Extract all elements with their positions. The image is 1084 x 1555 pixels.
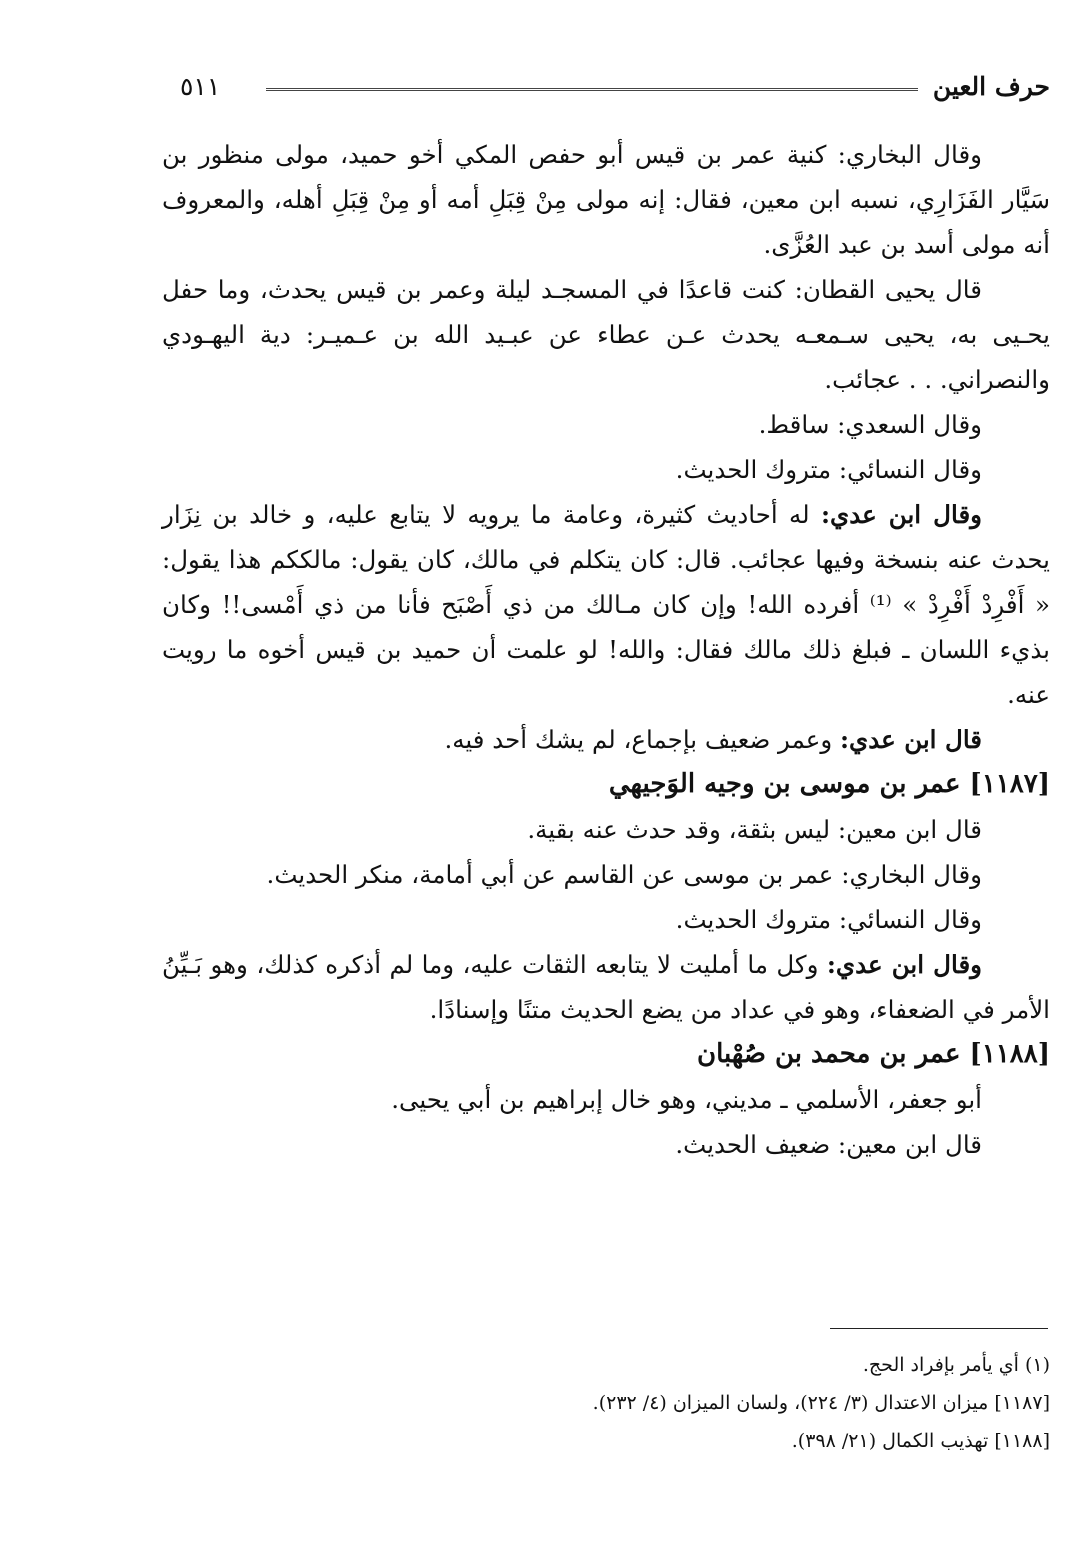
speaker-label: وقال ابن عدي: — [826, 950, 982, 979]
paragraph-ibn-main-1188: قال ابن معين: ضعيف الحديث. — [675, 1130, 982, 1159]
paragraph-nasai-1: وقال النسائي: متروك الحديث. — [675, 455, 982, 484]
paragraph-text: له أحاديث كثيرة، وعامة ما يرويه لا يتابع عليه، و خالد بن نِزَار يحدث عنه بنسخة وفيها عجائب. قال: كان يتكلم في مالك، كان يقول: مالككم هذا يقول: « أَفْرِدْ أَفْرِدْ » ⁽¹⁾ أفرده الله! وإن كان مـالك من ذي أَصْبَح فأنا من ذي أَمْسى!! وكان بذيء اللسان ـ فبلغ ذلك مالك فقال: والله! لو علمت أن حميد بن قيس أخوه ما رويت عنه. — [162, 500, 1050, 709]
paragraph-saadi: وقال السعدي: ساقط. — [758, 410, 982, 439]
footnote-1188-sources: [١١٨٨] تهذيب الكمال (٢١/ ٣٩٨). — [791, 1430, 1050, 1452]
entry-heading-1188: [١١٨٨] عمر بن محمد بن صُهْبان — [697, 1039, 1050, 1069]
paragraph-ibn-adi-2 — [162, 717, 1050, 762]
paragraph-nasai-1187: وقال النسائي: متروك الحديث. — [675, 905, 982, 934]
paragraph-ibn-adi-1187 — [162, 942, 1050, 1032]
paragraph-bukhari-kunya: وقال البخاري: كنية عمر بن قيس أبو حفص المكي أخو حميد، مولى منظور بن سَيَّار الفَزَارِي، نسبه ابن معين، فقال: إنه مولى مِنْ قِبَلِ أمه أو مِنْ قِبَلِ أهله، والمعروف أنه مولى أسد بن عبد العُزَّى. — [162, 140, 1050, 259]
paragraph-ibn-adi-1 — [162, 492, 1050, 717]
footnotes — [162, 1346, 1050, 1460]
entry-heading-1187: [١١٨٧] عمر بن موسى بن وجيه الوَجيهي — [608, 769, 1050, 799]
page-header — [180, 72, 1050, 112]
paragraph-abu-jafar-1188: أبو جعفر، الأسلمي ـ مديني، وهو خال إبراهيم بن أبي يحيى. — [391, 1085, 982, 1114]
paragraph-text: وكل ما أمليت لا يتابعه الثقات عليه، وما لم أذكره كذلك، وهو بَـيِّنُ الأمر في الضعفاء، وهو في عداد من يضع الحديث متنًا وإسنادًا. — [162, 950, 1050, 1024]
main-text — [162, 132, 1050, 1167]
header-rule — [266, 88, 918, 91]
speaker-label: قال ابن عدي: — [839, 725, 982, 754]
paragraph-bukhari-1187: وقال البخاري: عمر بن موسى عن القاسم عن أبي أمامة، منكر الحديث. — [266, 860, 982, 889]
paragraph-ibn-main-1187: قال ابن معين: ليس بثقة، وقد حدث عنه بقية. — [527, 815, 982, 844]
paragraph-text: وعمر ضعيف بإجماع، لم يشك أحد فيه. — [444, 725, 840, 754]
footnote-1: (١) أي يأمر بإفراد الحج. — [862, 1354, 1050, 1376]
page-number: ٥١١ — [180, 72, 221, 101]
footnote-rule — [830, 1328, 1048, 1329]
speaker-label: وقال ابن عدي: — [821, 500, 982, 529]
footnote-1187-sources: [١١٨٧] ميزان الاعتدال (٣/ ٢٢٤)، ولسان الميزان (٤/ ٢٣٢). — [592, 1392, 1050, 1414]
paragraph-yahya-qattan: قال يحيى القطان: كنت قاعدًا في المسجـد ليلة وعمر بن قيس يحدث، وما حفل يحـيى به، يحيى سـمعـه يحدث عـن عطاء عن عبـيد الله بن عـميـر: دية اليهـودي والنصراني. . . عجائب. — [162, 275, 1050, 394]
chapter-title: حرف العين — [932, 72, 1050, 101]
